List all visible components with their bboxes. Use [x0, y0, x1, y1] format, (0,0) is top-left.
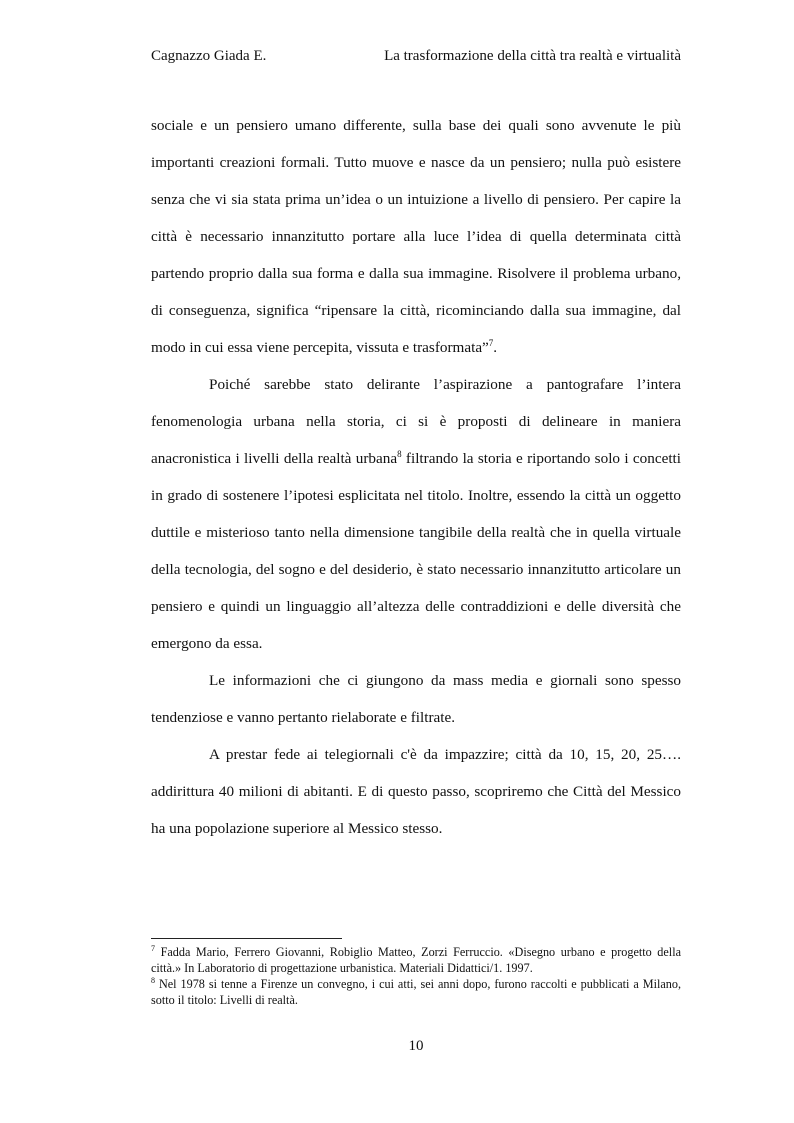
paragraph-3: Le informazioni che ci giungono da mass media e giornali sono spesso tendenziose e vanno pertanto rielaborate e filtrate.	[151, 672, 681, 726]
footnote-8-text: Nel 1978 si tenne a Firenze un convegno, i cui atti, sei anni dopo, furono raccolti e pubblicati a Milano, sotto il titolo: Livelli di realtà.	[151, 977, 681, 1007]
header-author: Cagnazzo Giada E.	[151, 48, 267, 64]
paragraph-2-text-before: Poiché sarebbe stato delirante l’aspirazione a pantografare l’intera fenomenologia urbana nella storia, ci si è proposti di delineare in maniera anacronistica i livelli della realtà urbana	[151, 376, 681, 467]
footnote-ref-8: 8	[397, 448, 402, 459]
footnote-separator	[151, 938, 342, 939]
paragraph-1-text: sociale e un pensiero umano differente, sulla base dei quali sono avvenute le più importanti creazioni formali. Tutto muove e nasce da un pensiero; nulla può esistere senza che vi sia stata prima un’idea o un intuizione a livello di pensiero. Per capire la città è necessario innanzitutto portare alla luce l’idea di quella determinata città partendo proprio dalla sua forma e dalla sua immagine. Risolvere il problema urbano, di conseguenza, significa “ripensare la città, ricominciando dalla sua immagine, dal modo in cui essa viene percepita, vissuta e trasformata”	[151, 117, 681, 356]
footnote-7-text: Fadda Mario, Ferrero Giovanni, Robiglio Matteo, Zorzi Ferruccio. «Disegno urbano e progetto della città.» In Laboratorio di progettazione urbanistica. Materiali Didattici/1. 1997.	[151, 945, 681, 975]
paragraph-2	[151, 366, 681, 662]
paragraph-1-end: .	[493, 339, 498, 356]
paragraph-4: A prestar fede ai telegiornali c'è da impazzire; città da 10, 15, 20, 25…. addirittura 40 milioni di abitanti. E di questo passo, scopriremo che Città del Messico ha una popolazione superiore al Messico stesso.	[151, 746, 681, 837]
paragraph-2-text-after: filtrando la storia e riportando solo i concetti in grado di sostenere l’ipotesi esplicitata nel titolo. Inoltre, essendo la città un oggetto duttile e misterioso tanto nella dimensione tangibile della realtà che in quella virtuale della tecnologia, del sogno e del desiderio, è stato necessario innanzitutto articolare un pensiero e quindi un linguaggio all’altezza delle contraddizioni e delle diversità che emergono da essa.	[151, 450, 681, 652]
page-number: 10	[408, 1038, 424, 1054]
footnote-7-number: 7	[151, 943, 155, 953]
paragraph-1	[151, 107, 681, 366]
footnote-8-number: 8	[151, 975, 155, 985]
footnote-ref-7: 7	[488, 337, 494, 348]
footnote-8	[151, 976, 681, 1008]
body-text	[151, 107, 681, 847]
footnotes	[151, 944, 681, 1008]
footnote-7	[151, 944, 681, 976]
header-title: La trasformazione della città tra realtà e virtualità	[384, 48, 681, 64]
running-header	[151, 48, 681, 70]
